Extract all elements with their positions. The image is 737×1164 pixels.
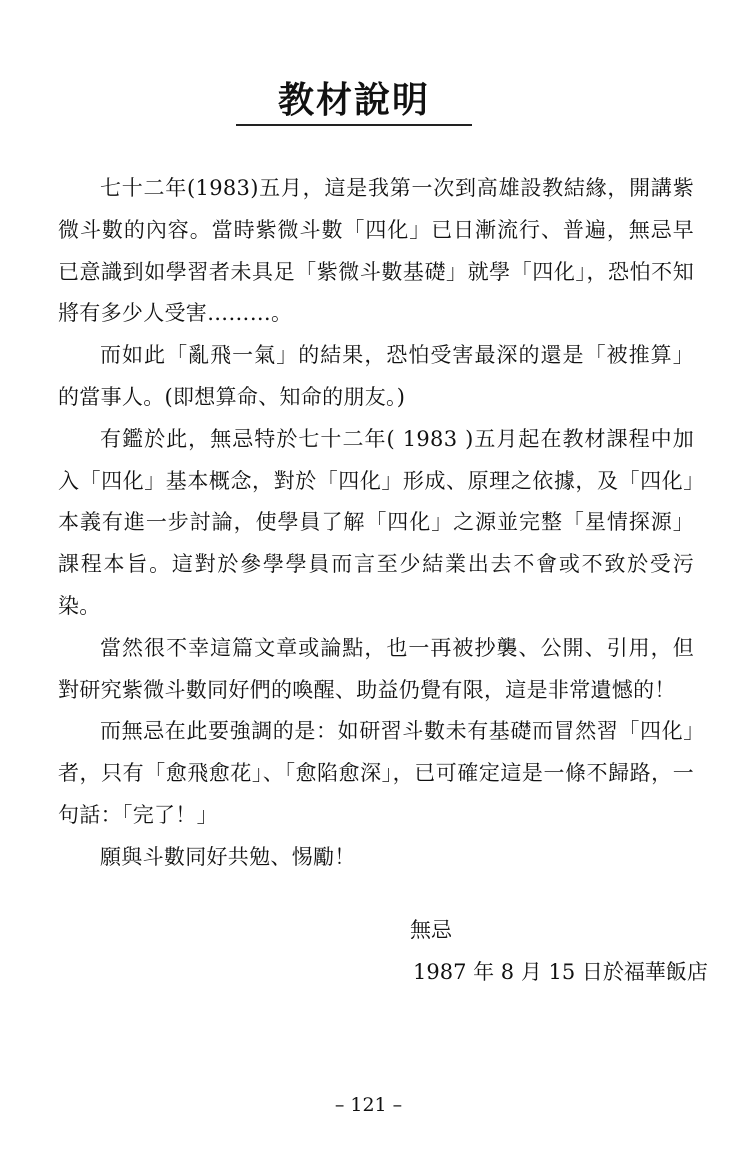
page-title: 教材說明 bbox=[277, 80, 430, 121]
paragraph-5: 而無忌在此要強調的是：如研習斗數未有基礎而冒然習「四化」者，只有「愈飛愈花」、「愈陷愈深」，已可確定這是一條不歸路，一句話：「完了！」 bbox=[58, 719, 694, 827]
paragraph-4: 當然很不幸這篇文章或論點，也一再被抄襲、公開、引用，但對研究紫微斗數同好們的喚醒、助益仍覺有限，這是非常遺憾的！ bbox=[58, 635, 694, 702]
paragraph-1: 七十二年(1983)五月，這是我第一次到高雄設教結緣，開講紫微斗數的內容。當時紫微斗數「四化」已日漸流行、普遍，無忌早已意識到如學習者未具足「紫微斗數基礎」就學「四化」，恐怕不知將有多少人受害………。 bbox=[58, 176, 694, 326]
author-signature: 無忌 bbox=[410, 918, 452, 942]
signature-date: 1987 年 8 月 15 日於福華飯店 bbox=[413, 960, 708, 984]
body-text bbox=[58, 168, 694, 879]
page-number: – 121 – bbox=[334, 1094, 403, 1116]
paragraph-6: 願與斗數同好共勉、惕勵！ bbox=[100, 844, 356, 869]
title-underline bbox=[236, 124, 472, 126]
paragraph-3: 有鑑於此，無忌特於七十二年( 1983 )五月起在教材課程中加入「四化」基本概念，對於「四化」形成、原理之依據，及「四化」本義有進一步討論，使學員了解「四化」之源並完整「星情探源」課程本旨。這對於參學學員而言至少結業出去不會或不致於受污染。 bbox=[58, 426, 694, 618]
paragraph-2: 而如此「亂飛一氣」的結果，恐怕受害最深的還是「被推算」的當事人。(即想算命、知命的朋友。) bbox=[58, 343, 694, 409]
